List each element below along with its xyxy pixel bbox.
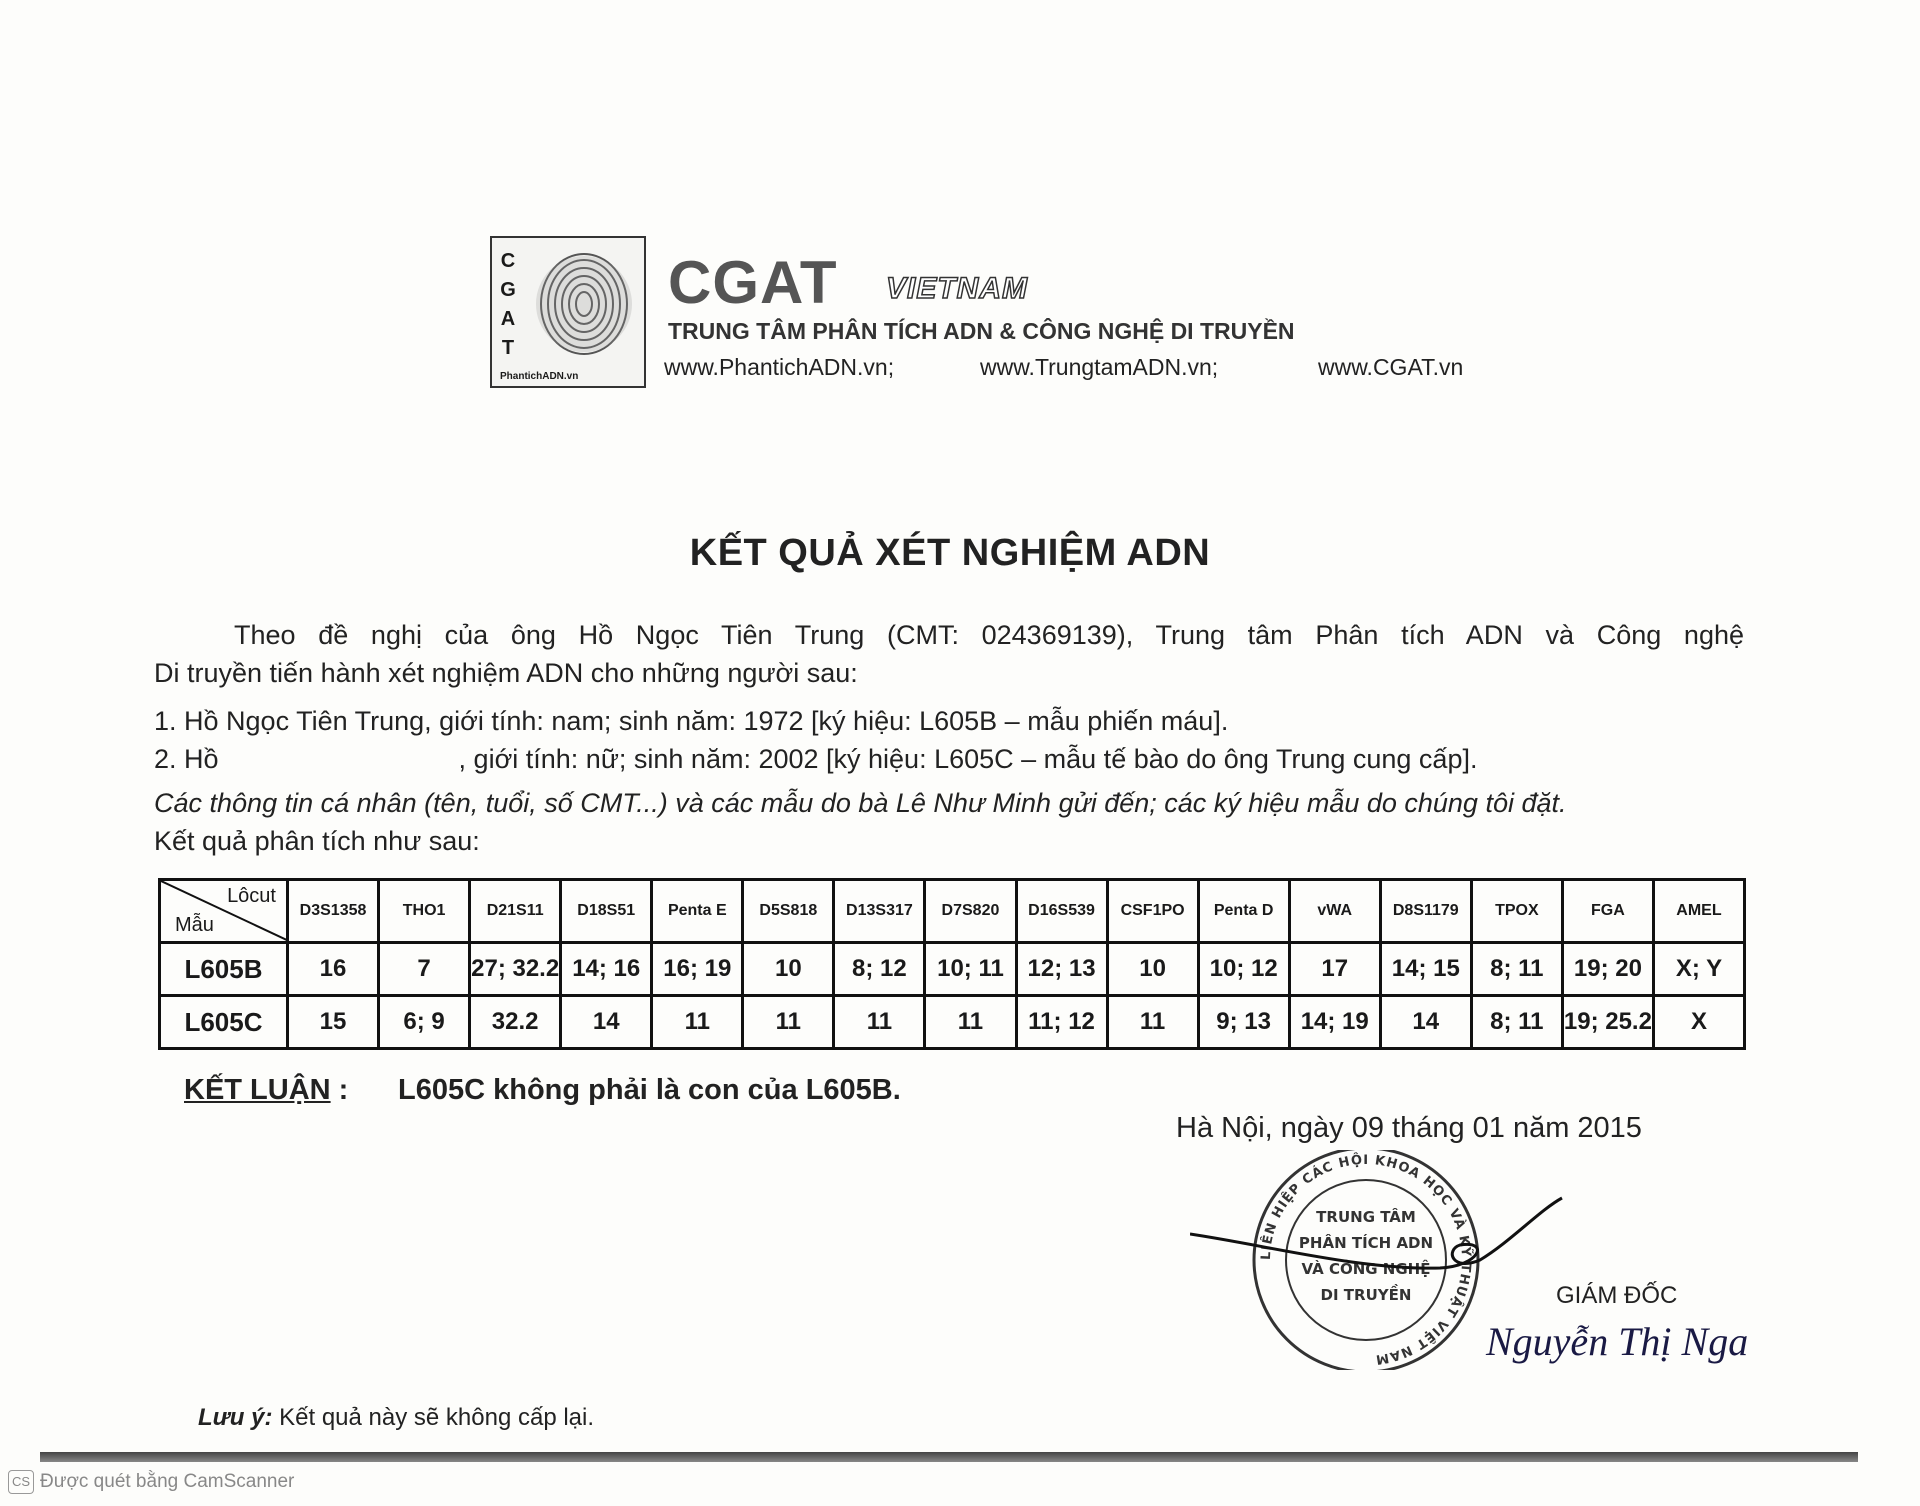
- table-row: [160, 943, 1745, 996]
- allele-cell: 9; 13: [1198, 996, 1289, 1049]
- allele-cell: 10: [1107, 943, 1198, 996]
- allele-cell: 17: [1289, 943, 1380, 996]
- logo: [490, 236, 646, 388]
- website-link[interactable]: www.CGAT.vn: [1318, 354, 1464, 380]
- locus-header: Penta D: [1198, 880, 1289, 943]
- allele-cell: 19; 25.2: [1562, 996, 1653, 1049]
- conclusion-label-text: KẾT LUẬN: [184, 1074, 331, 1106]
- person-1: 1. Hồ Ngọc Tiên Trung, giới tính: nam; sinh năm: 1972 [ký hiệu: L605B – mẫu phiến máu].: [154, 706, 1229, 736]
- stamp-line: DI TRUYỀN: [1320, 1286, 1412, 1304]
- logo-caption: PhantichADN.vn: [500, 371, 579, 382]
- allele-cell: X: [1653, 996, 1744, 1049]
- stamp-ring-text: LIÊN HIỆP CÁC HỘI KHOA HỌC VÀ KỸ THUẬT VIỆT NAM: [1258, 1152, 1474, 1367]
- locus-header: D16S539: [1016, 880, 1107, 943]
- allele-cell: 11: [925, 996, 1016, 1049]
- allele-cell: 7: [379, 943, 470, 996]
- locus-header: vWA: [1289, 880, 1380, 943]
- allele-cell: 14: [561, 996, 652, 1049]
- stamp-line: PHÂN TÍCH ADN: [1298, 1234, 1434, 1252]
- logo-letter: G: [500, 279, 516, 301]
- allele-cell: 11; 12: [1016, 996, 1107, 1049]
- locus-header: D3S1358: [288, 880, 379, 943]
- scanner-watermark: [8, 1470, 294, 1494]
- allele-cell: 8; 12: [834, 943, 925, 996]
- table-corner-cell: [160, 880, 288, 943]
- website-link[interactable]: www.PhantichADN.vn;: [664, 354, 895, 380]
- person-2-details: , giới tính: nữ; sinh năm: 2002 [ký hiệu: L605C – mẫu tế bào do ông Trung cung cấp].: [458, 744, 1478, 774]
- locus-header: Penta E: [652, 880, 743, 943]
- person-2: [154, 744, 1477, 775]
- stamp-line: TRUNG TÂM: [1316, 1208, 1416, 1226]
- allele-cell: 16; 19: [652, 943, 743, 996]
- camscanner-icon: CS: [8, 1470, 34, 1494]
- locus-header: D13S317: [834, 880, 925, 943]
- allele-cell: 14; 16: [561, 943, 652, 996]
- allele-cell: 10: [743, 943, 834, 996]
- table-row: [160, 996, 1745, 1049]
- locus-header: D5S818: [743, 880, 834, 943]
- allele-cell: 11: [1107, 996, 1198, 1049]
- locus-header: TPOX: [1471, 880, 1562, 943]
- footer-note-text: Kết quả này sẽ không cấp lại.: [279, 1404, 595, 1431]
- locus-header: D8S1179: [1380, 880, 1471, 943]
- table-header-row: [160, 880, 1745, 943]
- sample-id-cell: L605C: [160, 996, 288, 1049]
- allele-cell: 15: [288, 996, 379, 1049]
- allele-cell: 19; 20: [1562, 943, 1653, 996]
- brand-name: CGAT: [668, 249, 838, 316]
- allele-cell: 6; 9: [379, 996, 470, 1049]
- allele-cell: 14; 19: [1289, 996, 1380, 1049]
- locus-header: AMEL: [1653, 880, 1744, 943]
- results-table: [158, 878, 1746, 1050]
- logo-letter: A: [500, 308, 516, 330]
- locus-header: D7S820: [925, 880, 1016, 943]
- allele-cell: 12; 13: [1016, 943, 1107, 996]
- allele-cell: 32.2: [470, 996, 561, 1049]
- allele-cell: 10; 12: [1198, 943, 1289, 996]
- conclusion-colon: :: [330, 1074, 349, 1106]
- locus-header: D21S11: [470, 880, 561, 943]
- intro-line-1: Theo đề nghị của ông Hồ Ngọc Tiên Trung (CMT: 024369139), Trung tâm Phân tích ADN và Công nghệ: [234, 620, 1744, 650]
- stamp-line: VÀ CÔNG NGHỆ: [1301, 1260, 1431, 1278]
- website-link[interactable]: www.TrungtamADN.vn;: [980, 354, 1219, 380]
- logo-letter: T: [501, 337, 515, 359]
- locus-header: D18S51: [561, 880, 652, 943]
- allele-cell: 11: [743, 996, 834, 1049]
- allele-cell: 16: [288, 943, 379, 996]
- allele-cell: 8; 11: [1471, 943, 1562, 996]
- allele-cell: 11: [652, 996, 743, 1049]
- brand-subtitle: VIETNAM: [886, 272, 1028, 305]
- person-2-prefix: 2. Hồ: [154, 744, 219, 774]
- logo-letters: [498, 250, 518, 360]
- results-intro: Kết quả phân tích như sau:: [154, 826, 480, 856]
- sample-note: Các thông tin cá nhân (tên, tuổi, số CMT...) và các mẫu do bà Lê Như Minh gửi đến; các ký hiệu mẫu do chúng tôi đặt.: [154, 788, 1567, 818]
- locus-header-label: Lôcut: [227, 885, 276, 907]
- allele-cell: 11: [834, 996, 925, 1049]
- director-title: GIÁM ĐỐC: [1556, 1282, 1678, 1309]
- footer-note-label: Lưu ý:: [198, 1404, 273, 1431]
- logo-letter: C: [500, 250, 516, 272]
- organization-name: TRUNG TÂM PHÂN TÍCH ADN & CÔNG NGHỆ DI TRUYỀN: [668, 318, 1295, 344]
- conclusion-label: [184, 1074, 348, 1107]
- locus-header: FGA: [1562, 880, 1653, 943]
- sample-id-cell: L605B: [160, 943, 288, 996]
- fingerprint-icon: [528, 246, 640, 358]
- scanner-watermark-text: Được quét bằng CamScanner: [40, 1471, 295, 1492]
- allele-cell: X; Y: [1653, 943, 1744, 996]
- sample-header-label: Mẫu: [175, 914, 214, 936]
- allele-cell: 14: [1380, 996, 1471, 1049]
- director-name: Nguyễn Thị Nga: [1486, 1319, 1749, 1364]
- locus-header: CSF1PO: [1107, 880, 1198, 943]
- allele-cell: 10; 11: [925, 943, 1016, 996]
- page-edge-divider: [40, 1452, 1858, 1462]
- document-title: KẾT QUẢ XÉT NGHIỆM ADN: [689, 532, 1211, 574]
- allele-cell: 14; 15: [1380, 943, 1471, 996]
- allele-cell: 8; 11: [1471, 996, 1562, 1049]
- intro-line-2: Di truyền tiến hành xét nghiệm ADN cho những người sau:: [154, 658, 858, 688]
- footer-note: [198, 1404, 594, 1432]
- allele-cell: 27; 32.2: [470, 943, 561, 996]
- conclusion-text: L605C không phải là con của L605B.: [398, 1074, 901, 1106]
- issue-date: Hà Nội, ngày 09 tháng 01 năm 2015: [1176, 1112, 1642, 1144]
- locus-header: THO1: [379, 880, 470, 943]
